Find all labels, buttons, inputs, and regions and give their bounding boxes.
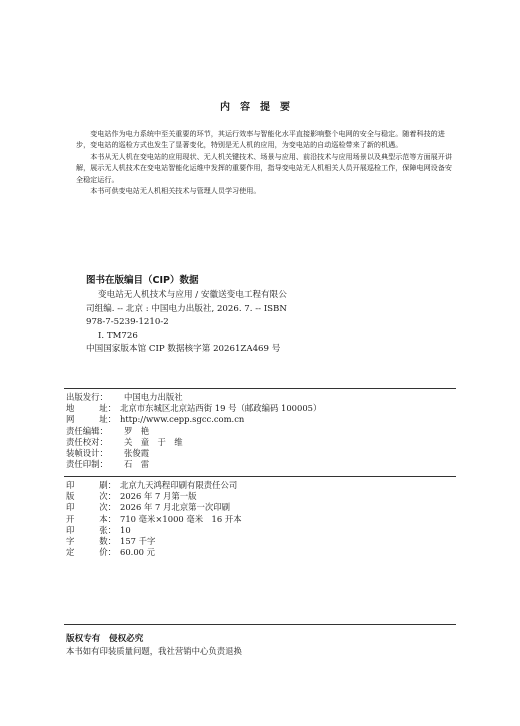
- divider: [64, 624, 456, 625]
- website-link: http://www.cepp.sgcc.com.cn: [120, 414, 245, 425]
- row-value: 157 千字: [120, 536, 156, 547]
- row-value: 2026 年 7 月第一版: [120, 491, 197, 502]
- row-value: 2026 年 7 月北京第一次印刷: [120, 502, 231, 513]
- row-label: 装帧设计：: [66, 448, 108, 459]
- cip-line: 司组编. -- 北京 : 中国电力出版社, 2026. 7. -- ISBN: [86, 303, 287, 314]
- row-value: 罗 艳: [124, 425, 150, 436]
- cip-line: Ⅰ. TM726: [98, 330, 138, 341]
- printing-row: [66, 480, 466, 491]
- publisher-row: [66, 426, 466, 437]
- printing-row: [66, 514, 466, 525]
- row-label: 印 刷：: [66, 480, 116, 490]
- printing-info: [66, 480, 466, 558]
- summary-paragraph: 本书从无人机在变电站的应用现状、无人机关键技术、场景与应用、前沿技术与应用场景以及典型示范等方面展开讲解，展示无人机技术在变电站智能化运维中发挥的重要作用，指导变电站无人机相关人员开展巡检工作，保障电网设备安全稳定运行。: [76, 151, 452, 184]
- copyright-note: 本书如有印装质量问题，我社营销中心负责退换: [66, 646, 242, 656]
- publisher-row: [66, 414, 466, 425]
- printing-row: [66, 525, 466, 536]
- row-label: 地 址：: [66, 403, 116, 414]
- row-value: 石 雷: [124, 459, 150, 470]
- row-value: 北京市东城区北京站西街 19 号（邮政编码 100005）: [120, 403, 322, 414]
- row-label: 出版发行：: [66, 392, 108, 402]
- row-label: 印 张：: [66, 524, 116, 535]
- row-value: 10: [120, 524, 131, 535]
- cip-line: 变电站无人机技术与应用 / 安徽送变电工程有限公: [98, 290, 287, 300]
- row-value: 中国电力出版社: [124, 392, 183, 402]
- row-label: 责任印制：: [66, 459, 108, 470]
- row-value: 60.00 元: [120, 547, 156, 558]
- divider: [64, 476, 456, 477]
- row-value: 北京九天鸿程印刷有限责任公司: [120, 480, 238, 490]
- printing-row: [66, 536, 466, 547]
- publisher-row: [66, 459, 466, 470]
- publisher-row: [66, 392, 466, 403]
- row-label: 责任编辑：: [66, 425, 108, 436]
- summary-body: [76, 128, 452, 196]
- summary-title: 内容提要: [220, 102, 300, 113]
- row-label: 网 址：: [66, 414, 116, 425]
- row-label: 责任校对：: [66, 436, 108, 447]
- publisher-row: [66, 437, 466, 448]
- divider: [64, 388, 456, 389]
- publisher-row: [66, 403, 466, 414]
- cip-line: 978-7-5239-1210-2: [86, 317, 169, 328]
- row-label: 版 次：: [66, 491, 116, 502]
- row-value: 710 毫米×1000 毫米 16 开本: [120, 513, 242, 524]
- row-value: 关 童 于 维: [124, 436, 183, 447]
- summary-paragraph: 本书可供变电站无人机相关技术与管理人员学习使用。: [90, 186, 261, 196]
- publisher-info: [66, 392, 466, 470]
- copyright-title: 版权专有 侵权必究: [66, 634, 144, 644]
- row-label: 字 数：: [66, 536, 116, 547]
- cip-title: 图书在版编目（CIP）数据: [86, 275, 199, 286]
- row-label: 定 价：: [66, 547, 116, 558]
- row-value: 张俊霞: [124, 448, 150, 459]
- cip-line: 中国国家版本馆 CIP 数据核字第 20261ZA469 号: [86, 344, 281, 355]
- printing-row: [66, 502, 466, 513]
- printing-row: [66, 491, 466, 502]
- printing-row: [66, 547, 466, 558]
- row-label: 开 本：: [66, 513, 116, 524]
- summary-paragraph: 变电站作为电力系统中至关重要的环节，其运行效率与智能化水平直接影响整个电网的安全与稳定。随着科技的进步，变电站的巡检方式也发生了显著变化，特别是无人机的应用，为变电站的自动巡检带来了新的机遇。: [76, 129, 445, 150]
- row-label: 印 次：: [66, 502, 116, 513]
- publisher-row: [66, 448, 466, 459]
- cip-data-block: [86, 289, 356, 357]
